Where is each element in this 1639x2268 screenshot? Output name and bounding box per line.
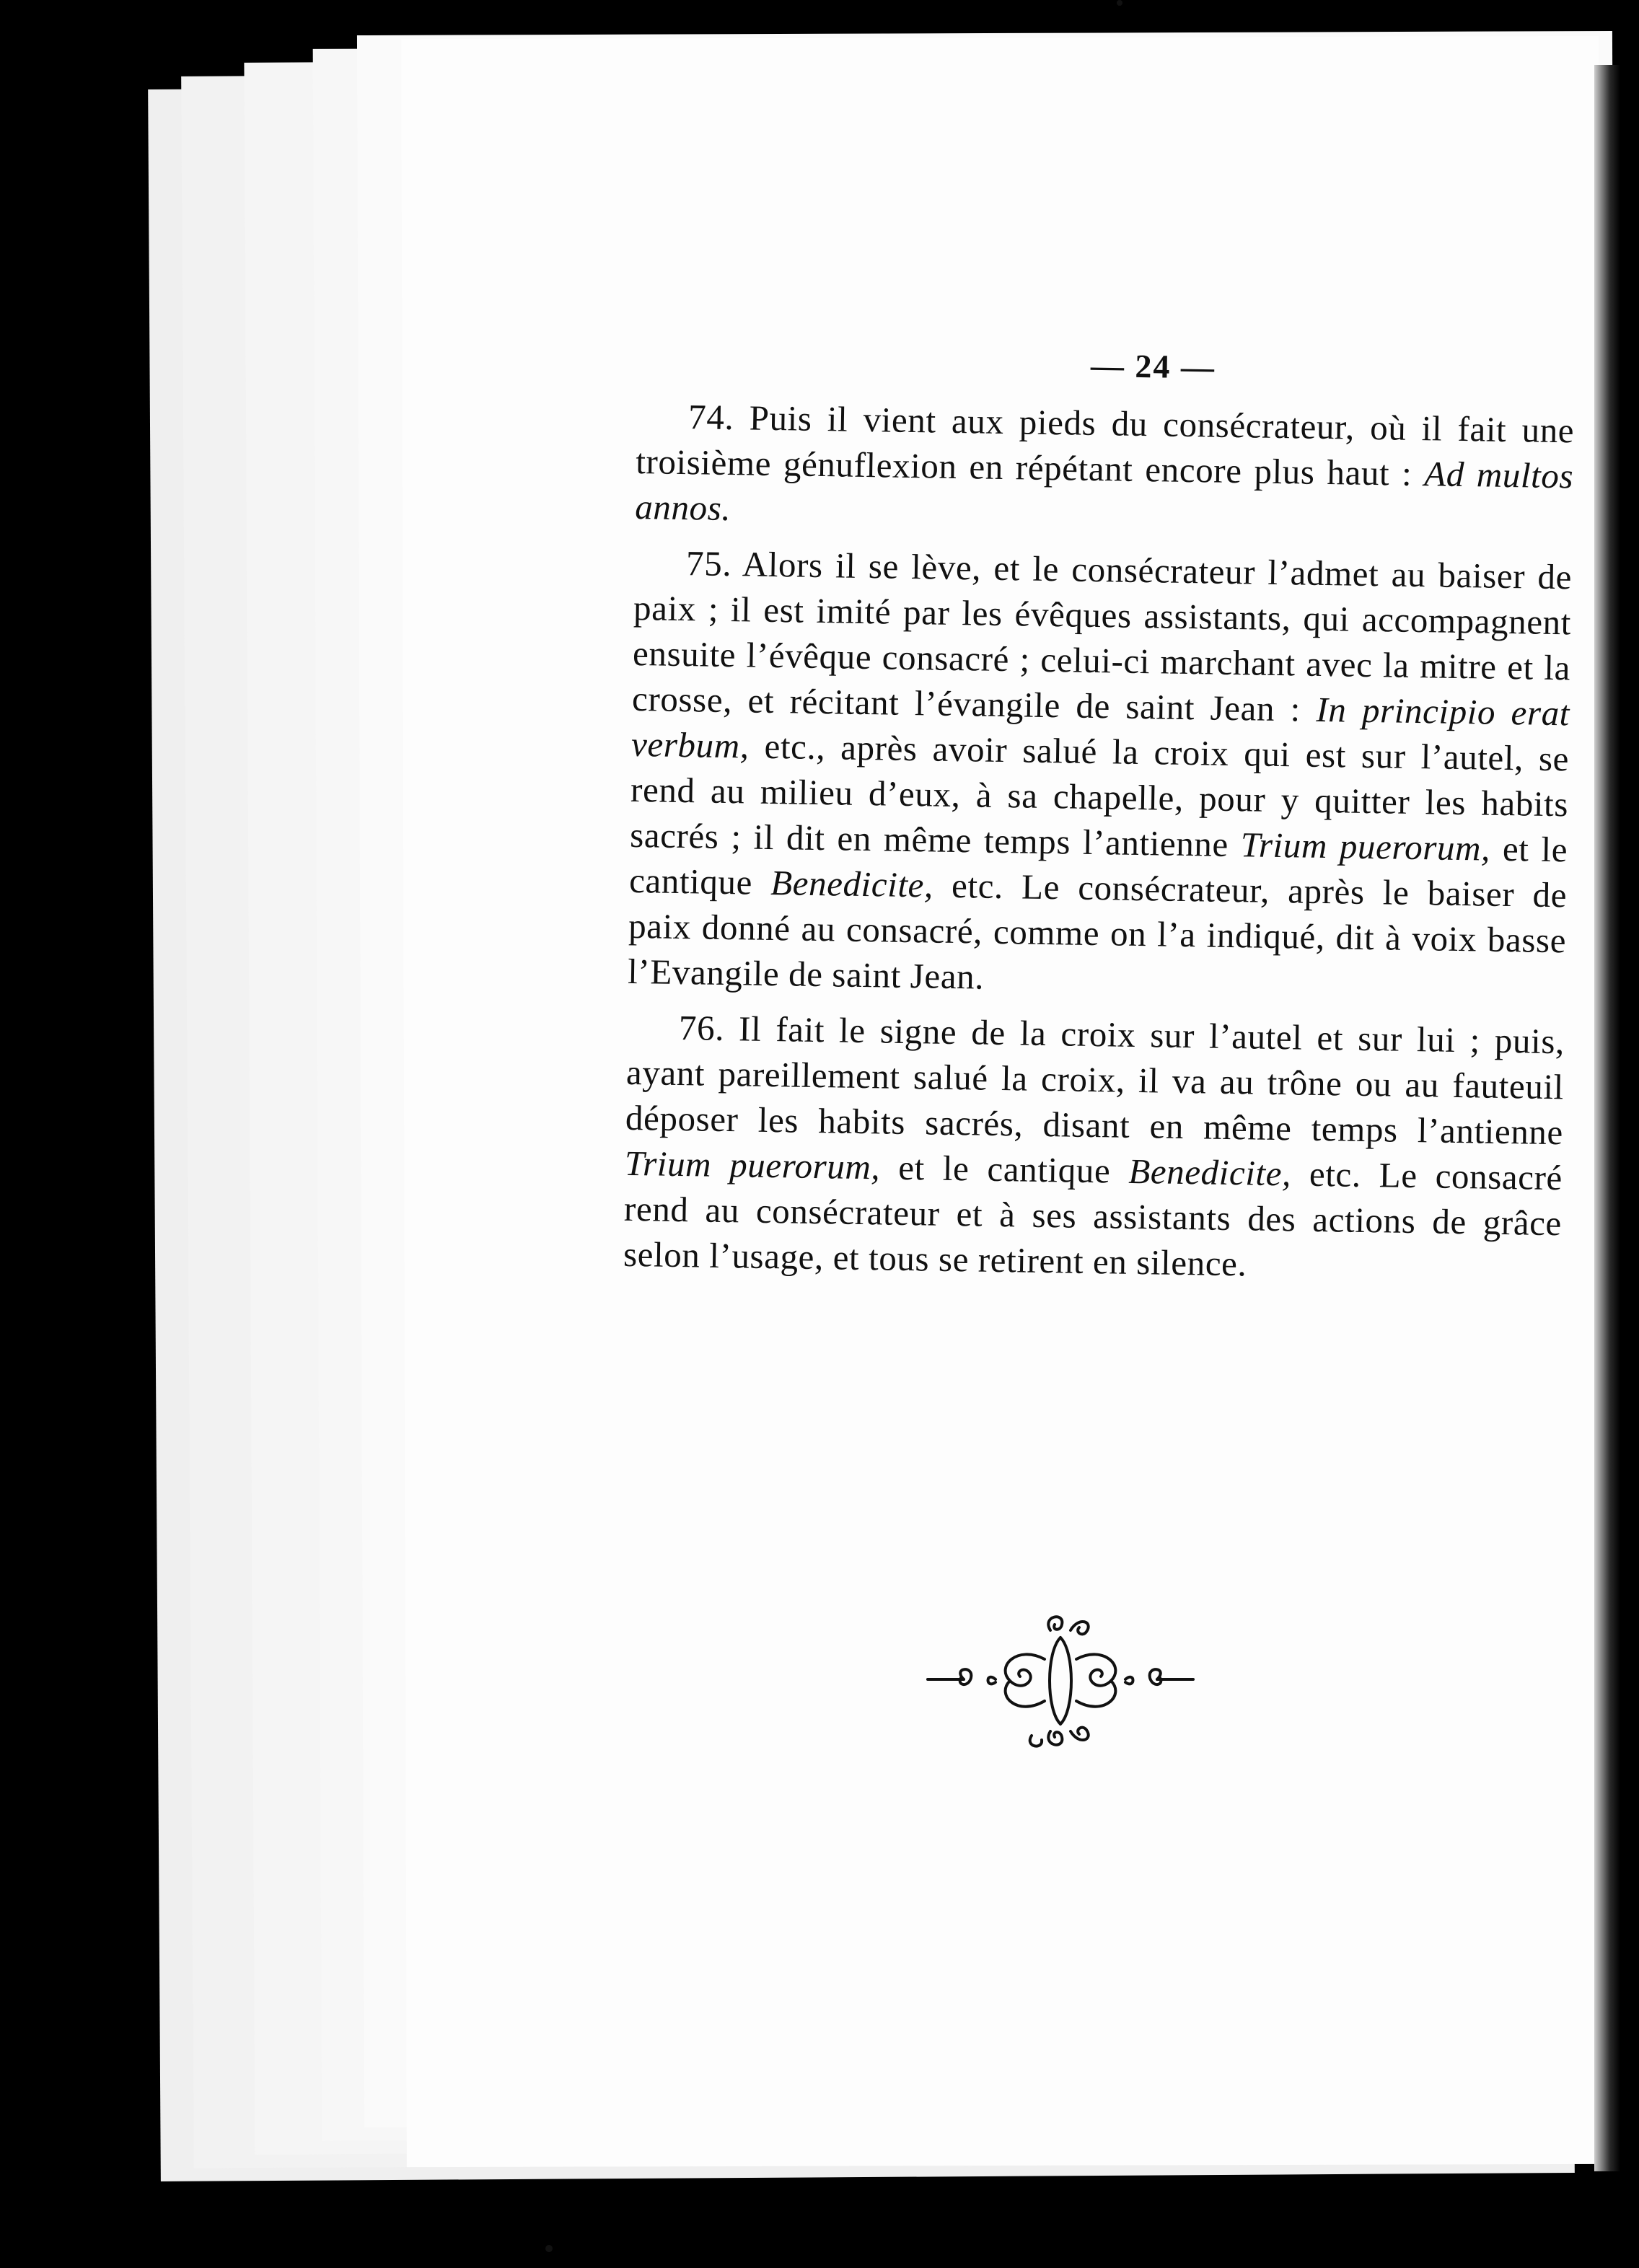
paragraph-75 — [628, 540, 1573, 1008]
paragraph-text: Alors il se lève, et le consécrateur l’admet au baiser de paix ; il est imité par les évêques assistants, qui accompagnent ensuite l’évêque consacré ; celui-ci marchant avec la mitre et la crosse, et récitant l’évangile de saint Jean : — [631, 544, 1573, 729]
page-text — [623, 339, 1575, 1301]
paragraph-number: 76. — [678, 1008, 725, 1049]
latin-phrase: Trium puerorum, — [624, 1143, 881, 1187]
paragraph-text: et le cantique — [879, 1147, 1129, 1191]
paragraph-number: 74. — [687, 397, 734, 438]
paragraph-text: etc. Le consécrateur, après le baiser de paix donné au consacré, comme on l’a indiqué, dit à voix basse l’Evangile de saint Jean. — [627, 865, 1568, 997]
paragraph-text: Puis il vient aux pieds du consécrateur, où il fait une troisième génuflexion en répétant encore plus haut : — [635, 397, 1575, 494]
paragraph-text: Il fait le signe de la croix sur l’autel et sur lui ; puis, ayant pareillement salué la croix, il va au trône ou au fauteuil déposer les habits sacrés, disant en même temps l’antienne — [625, 1008, 1565, 1153]
page-number: — 24 — — [1090, 346, 1216, 386]
latin-phrase: Trium puerorum, — [1240, 825, 1491, 869]
latin-phrase: Benedicite, — [770, 862, 934, 905]
paragraph-74 — [635, 393, 1575, 544]
paragraph-76 — [623, 1004, 1565, 1291]
paragraph-text: etc., après avoir salué la croix qui est sur l’autel, se rend au milieu d’eux, à sa chapelle, pour y quitter les habits sacrés ; il dit en même temps l’antienne — [629, 726, 1570, 865]
scan-speck — [1117, 0, 1122, 6]
fleuron-ornament-icon — [923, 1609, 1198, 1753]
paragraph-number: 75. — [685, 543, 732, 584]
latin-phrase: In principio erat verbum, — [630, 689, 1570, 766]
paragraph-text: etc. Le consacré rend au consécrateur et à ses assistants des actions de grâce selon l’usage, et tous se retirent en silence. — [623, 1153, 1563, 1284]
latin-phrase: Benedicite, — [1128, 1151, 1292, 1194]
latin-phrase: Ad multos annos. — [634, 454, 1574, 529]
paragraph-text: et le cantique — [628, 828, 1568, 902]
binding-shadow — [1594, 65, 1620, 2171]
scan-speck — [545, 2245, 553, 2252]
